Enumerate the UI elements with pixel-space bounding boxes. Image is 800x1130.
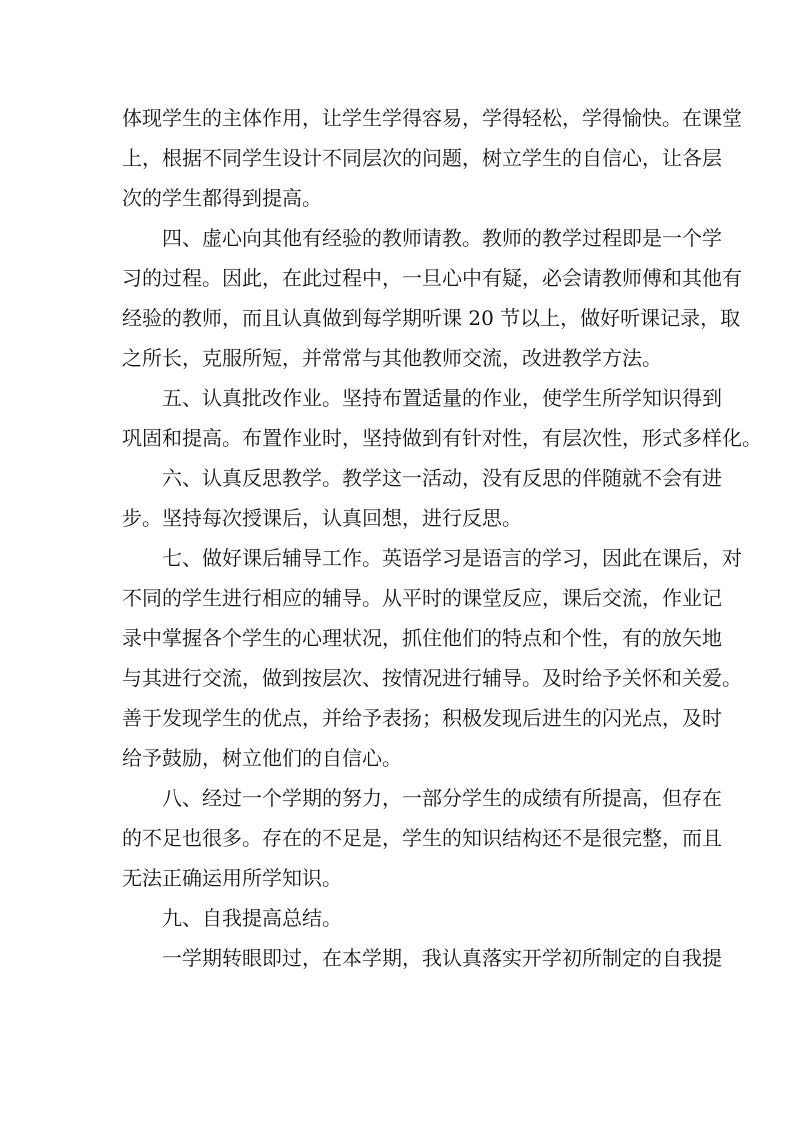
body-text	[122, 98, 762, 978]
paragraph-continued	[122, 98, 742, 218]
text-line: 的不足也很多。存在的不足是，学生的知识结构还不是很完整，而且	[122, 826, 722, 850]
text-line: 经验的教师，而且认真做到每学期听课 20 节以上，做好听课记录，取	[122, 306, 741, 330]
paragraph-9	[122, 898, 688, 938]
text-line: 次的学生都得到提高。	[122, 186, 322, 210]
text-line: 无法正确运用所学知识。	[122, 866, 342, 890]
text-line: 六、认真反思教学。教学这一活动，没有反思的伴随就不会有进	[162, 466, 722, 490]
text-line: 上，根据不同学生设计不同层次的问题，树立学生的自信心，让各层	[122, 146, 722, 170]
text-line: 巩固和提高。布置作业时，坚持做到有针对性，有层次性，形式多样化。	[122, 426, 762, 450]
text-line: 习的过程。因此，在此过程中，一旦心中有疑，必会请教师傅和其他有	[122, 266, 742, 290]
text-line: 一学期转眼即过，在本学期，我认真落实开学初所制定的自我提	[162, 946, 722, 970]
text-line: 九、自我提高总结。	[162, 906, 342, 930]
text-line: 录中掌握各个学生的心理状况，抓住他们的特点和个性，有的放矢地	[122, 626, 722, 650]
text-line: 五、认真批改作业。坚持布置适量的作业，使学生所学知识得到	[162, 386, 722, 410]
text-line: 八、经过一个学期的努力，一部分学生的成绩有所提高，但存在	[162, 786, 722, 810]
text-line: 七、做好课后辅导工作。英语学习是语言的学习，因此在课后，对	[162, 546, 742, 570]
paragraph-7	[122, 538, 742, 778]
text-line: 四、虚心向其他有经验的教师请教。教师的教学过程即是一个学	[162, 226, 722, 250]
paragraph-8	[122, 778, 722, 898]
text-line: 不同的学生进行相应的辅导。从平时的课堂反应，课后交流，作业记	[122, 586, 722, 610]
text-line: 体现学生的主体作用，让学生学得容易，学得轻松，学得愉快。在课堂	[122, 106, 742, 130]
text-line: 善于发现学生的优点，并给予表扬；积极发现后进生的闪光点，及时	[122, 706, 722, 730]
paragraph-6	[122, 458, 722, 538]
text-line: 步。坚持每次授课后，认真回想，进行反思。	[122, 506, 522, 530]
paragraph-10	[122, 938, 722, 978]
paragraph-5	[122, 378, 762, 458]
text-line: 与其进行交流，做到按层次、按情况进行辅导。及时给予关怀和关爱。	[122, 666, 742, 690]
text-line: 之所长，克服所短，并常常与其他教师交流，改进教学方法。	[122, 346, 662, 370]
paragraph-4	[122, 218, 742, 378]
text-line: 给予鼓励，树立他们的自信心。	[122, 746, 402, 770]
